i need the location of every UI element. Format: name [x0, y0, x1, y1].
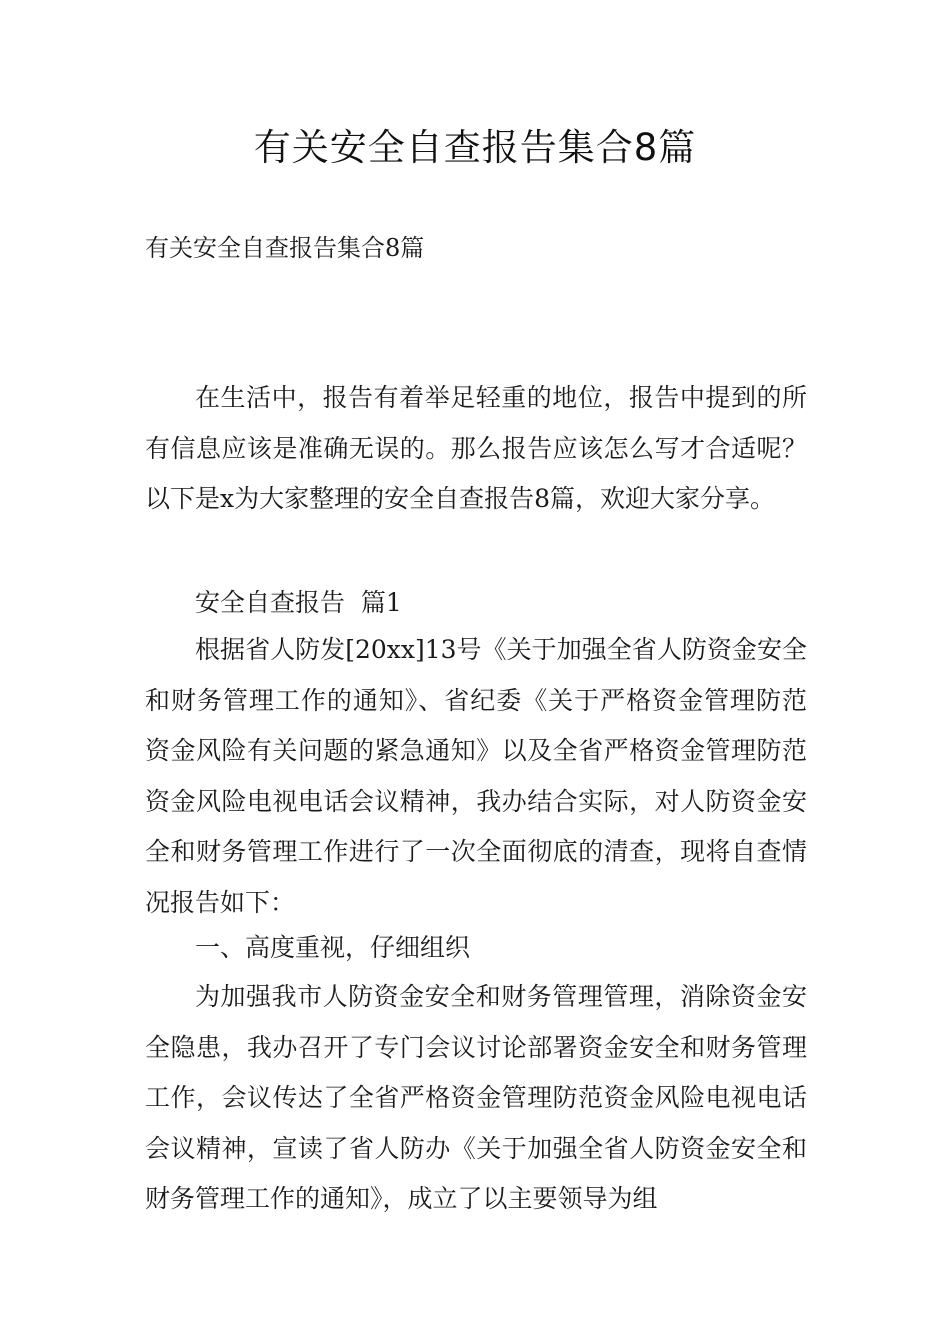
- body-paragraph-2: 为加强我市人防资金安全和财务管理管理，消除资金安全隐患，我办召开了专门会议讨论部署资金安全和财务管理工作，会议传达了全省严格资金管理防范资金风险电视电话会议精神，宣读了省人防办《关于加强全省人防资金安全和财务管理工作的通知》，成立了以主要领导为组: [145, 982, 807, 1213]
- intro-paragraph: 在生活中，报告有着举足轻重的地位，报告中提到的所有信息应该是准确无误的。那么报告应该怎么写才合适呢？以下是x为大家整理的安全自查报告8篇，欢迎大家分享。: [145, 383, 807, 513]
- subsection-heading: 一、高度重视，仔细组织: [195, 933, 471, 962]
- document-title: 有关安全自查报告集合8篇: [253, 126, 697, 169]
- section-heading: 安全自查报告 篇1: [195, 588, 402, 617]
- body-paragraph-1: 根据省人防发[20xx]13号《关于加强全省人防资金安全和财务管理工作的通知》、省纪委《关于严格资金管理防范资金风险有关问题的紧急通知》以及全省严格资金管理防范资金风险电视电话会议精神，我办结合实际，对人防资金安全和财务管理工作进行了一次全面彻底的清查，现将自查情况报告如下：: [145, 635, 807, 917]
- document-subtitle: 有关安全自查报告集合8篇: [145, 234, 425, 262]
